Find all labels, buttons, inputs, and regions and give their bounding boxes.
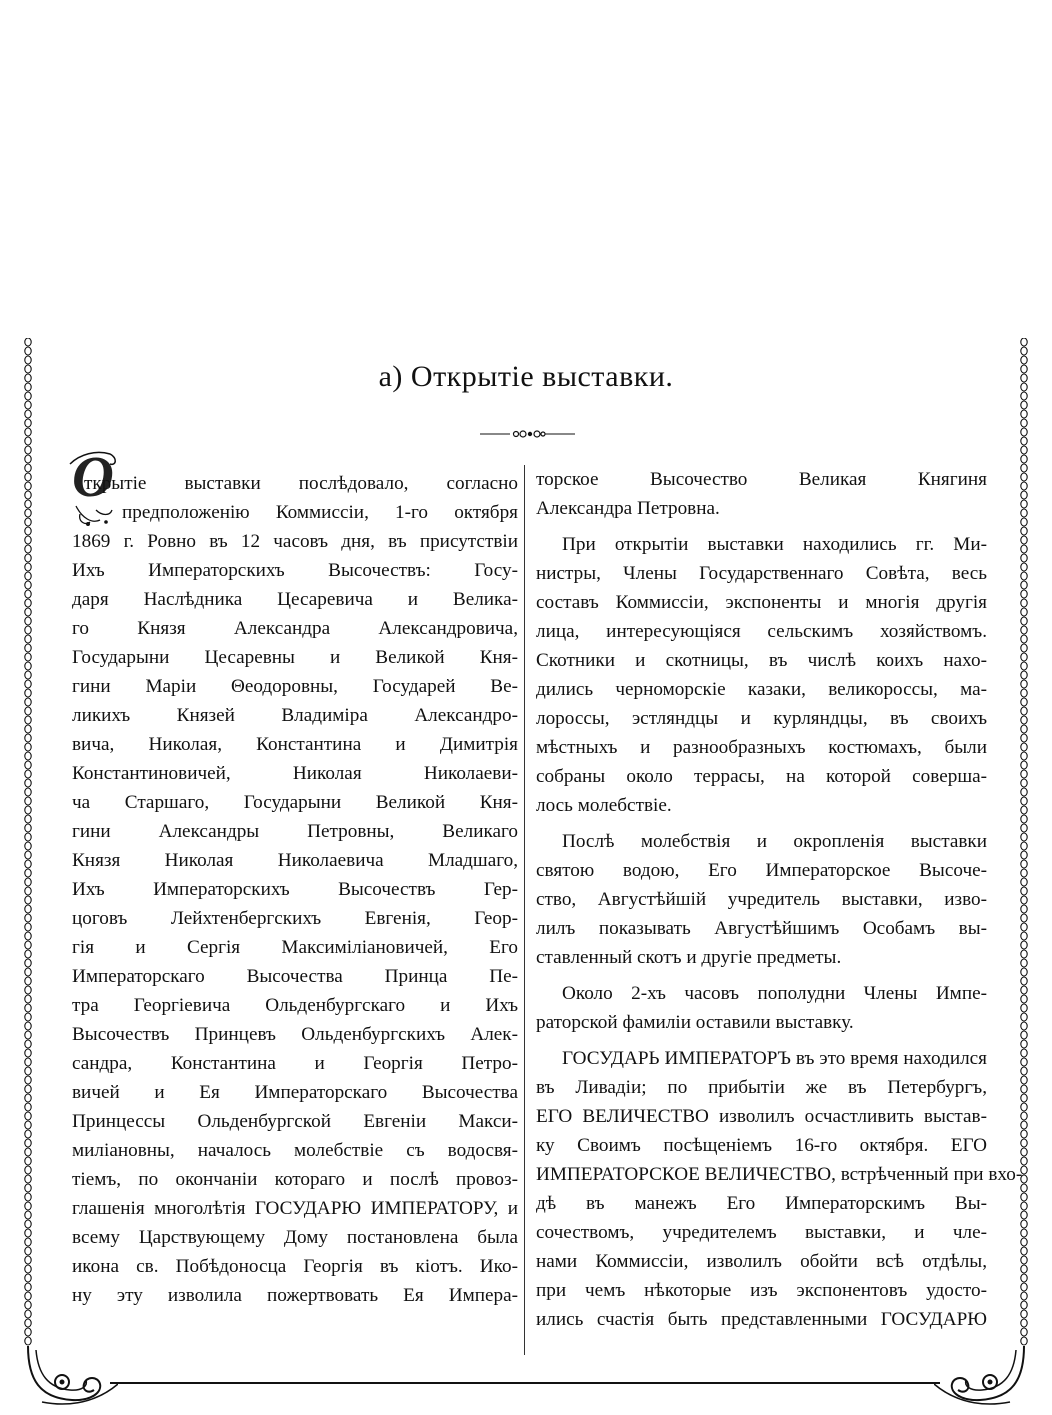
- chain-link: [1021, 869, 1027, 877]
- chain-link: [25, 1328, 31, 1336]
- left-line: миліановны, началось молебствіе съ водосвя-: [72, 1140, 518, 1161]
- chain-link: [25, 995, 31, 1003]
- chain-link: [1021, 536, 1027, 544]
- chain-link: [25, 1094, 31, 1102]
- chain-link: [1021, 734, 1027, 742]
- chain-link: [1021, 455, 1027, 463]
- chain-link: [25, 833, 31, 841]
- chain-link: [25, 1292, 31, 1300]
- chain-link: [1021, 923, 1027, 931]
- chain-link: [25, 581, 31, 589]
- chain-link: [1021, 770, 1027, 778]
- chain-link: [25, 617, 31, 625]
- left-line: ча Старшаго, Государыни Великой Кня-: [72, 792, 518, 813]
- chain-link: [25, 1130, 31, 1138]
- right-line: святою водою, Его Императорское Высоче-: [536, 860, 987, 881]
- chain-link: [1021, 419, 1027, 427]
- chain-link: [25, 1184, 31, 1192]
- chain-link: [1021, 554, 1027, 562]
- chain-link: [25, 1157, 31, 1165]
- right-line: дѣ въ манежъ Его Императорскимъ Вы-: [536, 1193, 987, 1214]
- chain-link: [25, 743, 31, 751]
- chain-link: [25, 509, 31, 517]
- left-line: Императорскаго Высочества Принца Пе-: [72, 966, 518, 987]
- chain-link: [1021, 725, 1027, 733]
- chain-link: [1021, 833, 1027, 841]
- chain-link: [25, 473, 31, 481]
- chain-link: [25, 1256, 31, 1264]
- chain-link: [1021, 581, 1027, 589]
- chain-link: [1021, 1292, 1027, 1300]
- chain-link: [25, 1319, 31, 1327]
- chain-link: [1021, 1238, 1027, 1246]
- chain-link: [1021, 941, 1027, 949]
- left-line: 1869 г. Ровно въ 12 часовъ дня, въ присутствіи: [72, 531, 518, 552]
- chain-link: [25, 500, 31, 508]
- chain-link: [1021, 986, 1027, 994]
- chain-link: [1021, 959, 1027, 967]
- chain-link: [1021, 1211, 1027, 1219]
- right-line: При открытіи выставки находились гг. Ми-: [562, 534, 987, 555]
- left-line: ликихъ Князей Владиміра Александро-: [72, 705, 518, 726]
- chain-link: [1021, 788, 1027, 796]
- chain-link: [1021, 653, 1027, 661]
- right-line: въ Ливадіи; по прибытіи же въ Петербургъ,: [536, 1077, 987, 1098]
- chain-link: [25, 914, 31, 922]
- chain-link: [1021, 680, 1027, 688]
- chain-link: [1021, 977, 1027, 985]
- chain-link: [25, 905, 31, 913]
- chain-link: [1021, 1202, 1027, 1210]
- chain-link: [25, 1103, 31, 1111]
- chain-link: [1021, 1076, 1027, 1084]
- chain-link: [1021, 1265, 1027, 1273]
- chain-link: [25, 1310, 31, 1318]
- chain-link: [25, 419, 31, 427]
- chain-link: [25, 536, 31, 544]
- right-line: дились черноморскіе казаки, великороссы, ма-: [536, 679, 987, 700]
- right-line: лороссы, эстляндцы и курляндцы, въ своихъ: [536, 708, 987, 729]
- chain-link: [1021, 752, 1027, 760]
- left-line: цоговъ Лейхтенбергскихъ Евгенія, Геор-: [72, 908, 518, 929]
- chain-link: [25, 689, 31, 697]
- chain-link: [1021, 896, 1027, 904]
- right-line: торское Высочество Великая Княгиня: [536, 469, 987, 490]
- chain-link: [25, 410, 31, 418]
- right-line: ИМПЕРАТОРСКОЕ ВЕЛИЧЕСТВО, встрѣченный при вхо-: [536, 1164, 1023, 1185]
- chain-link: [1021, 743, 1027, 751]
- column-divider: [524, 465, 525, 1355]
- chain-link: [1021, 914, 1027, 922]
- chain-link: [1021, 1040, 1027, 1048]
- chain-link: [1021, 482, 1027, 490]
- right-line: ставленный скотъ и другіе предметы.: [536, 947, 842, 968]
- left-line: даря Наслѣдника Цесаревича и Велика-: [72, 589, 518, 610]
- chain-link: [25, 1067, 31, 1075]
- chain-link: [1021, 1229, 1027, 1237]
- chain-link: [1021, 491, 1027, 499]
- chain-link: [25, 455, 31, 463]
- chain-link: [1021, 608, 1027, 616]
- left-line: вичей и Ея Императорскаго Высочества: [72, 1082, 518, 1103]
- chain-link: [1021, 698, 1027, 706]
- chain-link: [1021, 1130, 1027, 1138]
- chain-link: [25, 680, 31, 688]
- chain-link: [1021, 644, 1027, 652]
- chain-link: [25, 1121, 31, 1129]
- chain-link: [25, 554, 31, 562]
- left-line: Государыни Цесаревны и Великой Кня-: [72, 647, 518, 668]
- chain-link: [25, 806, 31, 814]
- chain-link: [25, 545, 31, 553]
- right-line: сочествомъ, учредителемъ выставки, и чле-: [536, 1222, 987, 1243]
- chain-link: [1021, 1112, 1027, 1120]
- chain-link: [25, 1022, 31, 1030]
- left-line: Ихъ Императорскихъ Высочествъ: Госу-: [72, 560, 518, 581]
- chain-link: [25, 716, 31, 724]
- chain-link: [25, 1004, 31, 1012]
- chain-link: [25, 824, 31, 832]
- chain-link: [1021, 1301, 1027, 1309]
- chain-link: [25, 599, 31, 607]
- chain-link: [25, 1238, 31, 1246]
- chain-link: [25, 860, 31, 868]
- chain-link: [1021, 824, 1027, 832]
- chain-link: [1021, 1328, 1027, 1336]
- chain-link: [25, 779, 31, 787]
- chain-link: [25, 1076, 31, 1084]
- chain-link: [25, 428, 31, 436]
- chain-link: [1021, 887, 1027, 895]
- chain-link: [1021, 635, 1027, 643]
- left-line: гія и Сергія Максиміліановичей, Его: [72, 937, 518, 958]
- left-line: Принцессы Ольденбургской Евгеніи Макси-: [72, 1111, 518, 1132]
- chain-link: [25, 662, 31, 670]
- right-line: Скотники и скотницы, въ числѣ коихъ нахо-: [536, 650, 987, 671]
- chain-link: [1021, 428, 1027, 436]
- chain-link: [25, 1265, 31, 1273]
- chain-link: [1021, 338, 1027, 346]
- chain-link: [25, 788, 31, 796]
- chain-link: [1021, 1013, 1027, 1021]
- right-line: Послѣ молебствія и окропленія выставки: [562, 831, 987, 852]
- bottom-right-flourish: [934, 1340, 1030, 1408]
- chain-link: [25, 1202, 31, 1210]
- left-line: гини Маріи Θеодоровны, Государей Ве-: [72, 676, 518, 697]
- chain-link: [25, 1031, 31, 1039]
- left-line: глашенія многолѣтія ГОСУДАРЮ ИМПЕРАТОРУ, и: [72, 1198, 518, 1219]
- chain-link: [1021, 1031, 1027, 1039]
- left-line: сандра, Константина и Георгія Петро-: [72, 1053, 518, 1074]
- chain-link: [25, 977, 31, 985]
- chain-link: [1021, 1022, 1027, 1030]
- left-line: ткрытіе выставки послѣдовало, согласно: [84, 473, 518, 494]
- chain-link: [25, 1013, 31, 1021]
- left-line: Князя Николая Николаевича Младшаго,: [72, 850, 518, 871]
- chain-link: [1021, 1103, 1027, 1111]
- chain-link: [25, 707, 31, 715]
- chain-link: [25, 590, 31, 598]
- chain-link: [1021, 1139, 1027, 1147]
- chain-link: [25, 734, 31, 742]
- chain-link: [25, 1175, 31, 1183]
- chain-link: [25, 1148, 31, 1156]
- chain-link: [1021, 617, 1027, 625]
- chain-link: [1021, 806, 1027, 814]
- chain-link: [25, 1058, 31, 1066]
- left-line: тра Георгіевича Ольденбургскаго и Ихъ: [72, 995, 518, 1016]
- chain-link: [1021, 509, 1027, 517]
- chain-link: [25, 527, 31, 535]
- right-line: нистры, Члены Государственнаго Совѣта, весь: [536, 563, 987, 584]
- left-line: го Князя Александра Александровича,: [72, 618, 518, 639]
- section-title: а) Открытіе выставки.: [378, 360, 674, 393]
- chain-link: [25, 869, 31, 877]
- chain-link: [25, 851, 31, 859]
- chain-link: [25, 635, 31, 643]
- chain-link: [25, 437, 31, 445]
- paragraph-gap: [536, 972, 987, 979]
- chain-link: [1021, 590, 1027, 598]
- chain-link: [25, 725, 31, 733]
- chain-link: [25, 959, 31, 967]
- chain-link: [1021, 500, 1027, 508]
- chain-link: [1021, 572, 1027, 580]
- chain-link: [1021, 878, 1027, 886]
- chain-link: [25, 572, 31, 580]
- chain-link: [25, 968, 31, 976]
- chain-link: [1021, 761, 1027, 769]
- chain-link: [1021, 968, 1027, 976]
- chain-link: [1021, 779, 1027, 787]
- chain-link: [1021, 842, 1027, 850]
- chain-link: [25, 1139, 31, 1147]
- chain-link: [25, 1085, 31, 1093]
- right-line: ЕГО ВЕЛИЧЕСТВО изволилъ осчастливить выстав-: [536, 1106, 987, 1127]
- right-line: лилъ показывать Августѣйшимъ Особамъ вы-: [536, 918, 987, 939]
- chain-link: [25, 491, 31, 499]
- right-line: раторской фамиліи оставили выставку.: [536, 1012, 854, 1033]
- chain-link: [1021, 473, 1027, 481]
- chain-link: [1021, 1319, 1027, 1327]
- chain-link: [25, 401, 31, 409]
- chain-link: [1021, 995, 1027, 1003]
- right-line: ство, Августѣйшій учредитель выставки, изво-: [536, 889, 987, 910]
- chain-link: [1021, 1310, 1027, 1318]
- chain-link: [1021, 1004, 1027, 1012]
- chain-link: [25, 671, 31, 679]
- right-chain-border: [1018, 338, 1030, 1348]
- chain-link: [25, 1211, 31, 1219]
- chain-link: [1021, 1184, 1027, 1192]
- right-line: составъ Коммиссіи, экспоненты и многія другія: [536, 592, 987, 613]
- chain-link: [1021, 950, 1027, 958]
- chain-link: [1021, 1247, 1027, 1255]
- chain-link: [1021, 1085, 1027, 1093]
- chain-link: [25, 941, 31, 949]
- chain-link: [25, 347, 31, 355]
- chain-link: [25, 608, 31, 616]
- chain-link: [25, 815, 31, 823]
- left-line: вича, Николая, Константина и Димитрія: [72, 734, 518, 755]
- chain-link: [1021, 1121, 1027, 1129]
- left-line: Ихъ Императорскихъ Высочествъ Гер-: [72, 879, 518, 900]
- chain-link: [1021, 797, 1027, 805]
- chain-link: [1021, 932, 1027, 940]
- chain-link: [1021, 716, 1027, 724]
- chain-link: [25, 797, 31, 805]
- chain-link: [1021, 446, 1027, 454]
- chain-link: [25, 752, 31, 760]
- chain-link: [25, 653, 31, 661]
- chain-link: [25, 770, 31, 778]
- left-line: тіемъ, по окончаніи котораго и послѣ провоз-: [72, 1169, 518, 1190]
- chain-link: [25, 986, 31, 994]
- chain-link: [25, 338, 31, 346]
- left-column: [72, 469, 518, 1310]
- chain-link: [1021, 860, 1027, 868]
- left-line: Константиновичей, Николая Николаеви-: [72, 763, 518, 784]
- chain-link: [25, 1193, 31, 1201]
- chain-link: [25, 464, 31, 472]
- chain-link: [1021, 671, 1027, 679]
- chain-link: [1021, 1283, 1027, 1291]
- chain-link: [25, 896, 31, 904]
- paragraph-gap: [536, 1037, 987, 1044]
- chain-link: [25, 1229, 31, 1237]
- chain-link: [25, 1040, 31, 1048]
- chain-link: [25, 887, 31, 895]
- left-line: предположенію Коммиссіи, 1-го октября: [122, 502, 518, 523]
- chain-link: [1021, 1274, 1027, 1282]
- paragraph-gap: [536, 523, 987, 530]
- chain-link: [1021, 410, 1027, 418]
- chain-link: [1021, 527, 1027, 535]
- left-line: Высочествъ Принцевъ Ольденбургскихъ Алек-: [72, 1024, 518, 1045]
- right-line: при чемъ нѣкоторые изъ экспонентовъ удосто-: [536, 1280, 987, 1301]
- chain-link: [25, 482, 31, 490]
- chain-link: [1021, 905, 1027, 913]
- chain-link: [25, 446, 31, 454]
- left-chain-border: [22, 338, 34, 1348]
- chain-link: [25, 698, 31, 706]
- right-line: ку Своимъ посѣщеніемъ 16-го октября. ЕГО: [536, 1135, 987, 1156]
- chain-link: [1021, 1049, 1027, 1057]
- right-line: лось молебствіе.: [536, 795, 672, 816]
- chain-link: [1021, 545, 1027, 553]
- chain-link: [1021, 707, 1027, 715]
- chain-link: [1021, 563, 1027, 571]
- bottom-border-rule: [110, 1382, 940, 1384]
- chain-link: [1021, 437, 1027, 445]
- right-line: собраны около террасы, на которой соверша-: [536, 766, 987, 787]
- chain-link: [1021, 347, 1027, 355]
- right-line: ились счастія быть представленными ГОСУДАРЮ: [536, 1309, 987, 1330]
- paragraph-gap: [536, 820, 987, 827]
- chain-link: [25, 923, 31, 931]
- left-line: икона св. Побѣдоносца Георгія въ кіотъ. Ико-: [72, 1256, 518, 1277]
- chain-link: [1021, 851, 1027, 859]
- chain-link: [25, 1049, 31, 1057]
- chain-link: [1021, 689, 1027, 697]
- chain-link: [1021, 1220, 1027, 1228]
- chain-link: [1021, 626, 1027, 634]
- chain-link: [1021, 1058, 1027, 1066]
- left-line: гини Александры Петровны, Великаго: [72, 821, 518, 842]
- chain-link: [25, 518, 31, 526]
- right-column: [536, 465, 1023, 1334]
- chain-link: [1021, 1193, 1027, 1201]
- chain-link: [25, 761, 31, 769]
- right-line: ГОСУДАРЬ ИМПЕРАТОРЪ въ это время находился: [562, 1048, 987, 1069]
- chain-link: [25, 563, 31, 571]
- chain-link: [25, 878, 31, 886]
- chain-link: [1021, 815, 1027, 823]
- chain-link: [1021, 1148, 1027, 1156]
- chain-link: [1021, 1067, 1027, 1075]
- chain-link: [25, 1166, 31, 1174]
- dropcap-letter: О: [72, 444, 114, 509]
- chain-link: [25, 1112, 31, 1120]
- left-line: ну эту изволила пожертвовать Ея Импера-: [72, 1285, 518, 1306]
- chain-link: [1021, 662, 1027, 670]
- chain-link: [1021, 1094, 1027, 1102]
- chain-link: [25, 626, 31, 634]
- chain-link: [25, 1274, 31, 1282]
- left-line: всему Царствующему Дому постановлена была: [72, 1227, 518, 1248]
- chain-link: [1021, 464, 1027, 472]
- chain-link: [25, 1220, 31, 1228]
- chain-link: [25, 1301, 31, 1309]
- right-line: Александра Петровна.: [536, 498, 720, 519]
- chain-link: [25, 644, 31, 652]
- chain-link: [25, 1283, 31, 1291]
- right-line: нами Коммиссіи, изволилъ обойти всѣ отдѣлы,: [536, 1251, 987, 1272]
- chain-link: [25, 950, 31, 958]
- right-line: мѣстныхъ и разнообразныхъ костюмахъ, были: [536, 737, 987, 758]
- chain-link: [25, 932, 31, 940]
- bottom-left-flourish: [22, 1340, 118, 1408]
- right-line: лица, интересующіяся сельскимъ хозяйствомъ.: [536, 621, 987, 642]
- chain-link: [1021, 1256, 1027, 1264]
- title-ornament: [480, 428, 575, 440]
- chain-link: [1021, 518, 1027, 526]
- chain-link: [1021, 401, 1027, 409]
- chain-link: [1021, 599, 1027, 607]
- chain-link: [25, 842, 31, 850]
- chain-link: [25, 1247, 31, 1255]
- right-line: Около 2-хъ часовъ пополудни Члены Импе-: [562, 983, 987, 1004]
